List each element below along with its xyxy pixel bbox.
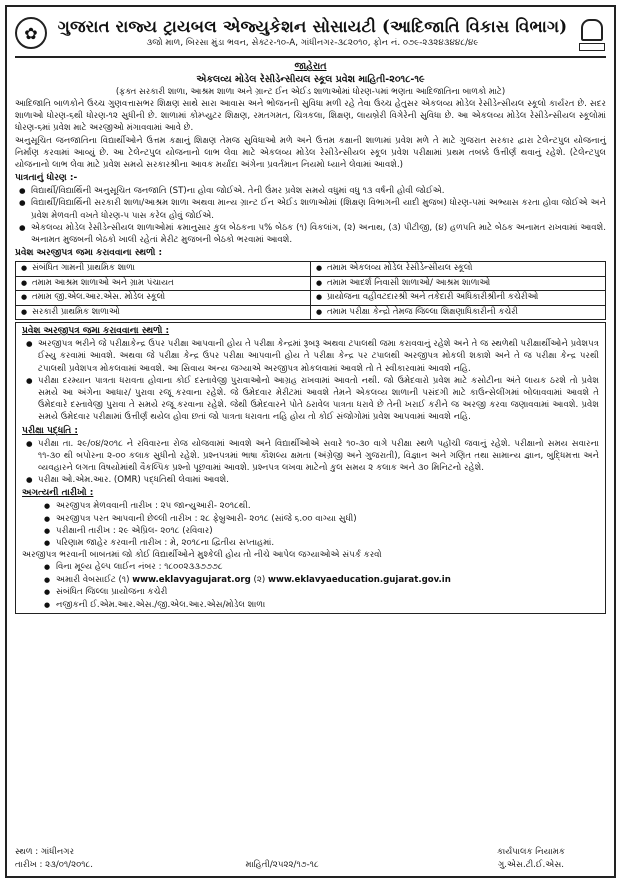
form-centers-table	[15, 261, 606, 320]
table-row	[16, 276, 606, 291]
dates-heading: અગત્યની તારીખો :	[22, 488, 94, 499]
footer-designation: કાર્યપાલક નિયામક	[497, 847, 565, 857]
national-emblem-icon	[578, 15, 606, 51]
header-divider	[15, 56, 606, 58]
submission-item: ● પરીક્ષા દરમ્યાન પાત્રતા ધરાવતા હોવાના કોઈ દસ્તાવેજી પુરાવાઓનો આગ્રહ રાખવામાં આવતો નથી. જો ઉમેદવારો પ્રવેશ માટે કસોટીના અંતે લાયક ઠરશે તો પ્રવેશ સમયે આ અંગેના આધાર/ પુરાવા રજૂ કરવાના રહેશે. જે ઉમેદવાર મેરીટમાં આવશે તેમને એકલવ્ય શાળાની પસંદગી માટે કાઉન્સેલીંગમાં બોલાવવામાં આવશે તે ઉમેદવારે દસ્તાવેજી પુરાવા તે સમયે રજૂ કરવાના રહેશે. જેથી ઉમેદવારને પોતે ઠરાવેલ પાત્રતા ધરાવે છે તેની ખરાઈ કરીને જ અરજી કરવા જણાવવામાં આવશે. પ્રવેશ સમયે ઉમેદવાર પરીક્ષામાં ઉત્તીર્ણ થયેલ હોવા છતાં જો પાત્રતા ધરાવતા નહિ હોય તો કોઈ સંજોગોમાં પ્રવેશ આપવામાં આવશે નહિ.	[38, 375, 599, 424]
eligibility-item: ● વિદ્યાર્થી/વિદ્યાર્થિની અનુસૂચિત જનજાતિ (ST)ના હોવા જોઈએ. તેની ઉંમર પ્રવેશ સમયે વધુમાં વધુ ૧૩ વર્ષની હોવી જોઈએ.	[31, 185, 606, 197]
website-prefix: અમારી વેબસાઈટ (૧)	[56, 574, 130, 585]
eligibility-item: ● વિદ્યાર્થી/વિદ્યાર્થિની સરકારી શાળા/આશ્રમ શાળા અથવા માન્ય ગ્રાન્ટ ઈન એઈડ શાળાઓમાં (શિક્ષણ વિભાગની યાદી મુજબ) ધોરણ-૫માં અભ્યાસ કરતા હોવા જોઈએ અને પ્રવેશ મેળવતી વખતે ધોરણ-૫ પાસ કરેલ હોવું જોઈએ.	[31, 197, 606, 221]
notice-label: જાહેરાત	[294, 61, 327, 72]
table-cell: ● તમામ જી.એલ.આર.એસ. મોડેલ સ્કૂલો	[16, 291, 311, 306]
office-item: ● સંબંધિત જિલ્લા પ્રાયોજના કચેરી	[56, 586, 599, 598]
footer	[15, 846, 606, 872]
table-cell: ● તમામ પરીક્ષા કેન્દ્રો તેમજ જિલ્લા શિક્ષણાધિકારીની કચેરી	[311, 305, 606, 320]
submission-list	[22, 338, 599, 423]
table-cell: ● સરકારી પ્રાથમિક શાળાઓ	[16, 305, 311, 320]
footer-date: તારીખ : ૨૩/૦૧/૨૦૧૮.	[15, 860, 93, 870]
tribal-society-logo-icon: ✿	[15, 17, 47, 49]
date-item: ● અરજીપત્ર મેળવવાની તારીખ : ૨૫ જાન્યુઆરી- ૨૦૧૮થી.	[56, 500, 599, 512]
form-centers-heading: પ્રવેશ અરજીપત્ર જમા કરાવવાના સ્થળો :	[15, 248, 163, 259]
date-item: ● પરીક્ષાની તારીખ : ૨૯ એપ્રિલ- ૨૦૧૮ (રવિવાર)	[56, 525, 599, 537]
submission-box	[15, 322, 606, 614]
website-item	[56, 574, 599, 586]
exam-list	[22, 438, 599, 487]
submission-item: ● અરજીપત્ર ભરીને જે પરીક્ષાકેન્દ્ર ઉપર પરીક્ષા આપવાની હોય તે પરીક્ષા કેન્દ્રમાં રૂબરૂ અથવા ટપાલથી જમા કરાવવાનું રહેશે અને તે જ સ્થળેથી પરીક્ષાર્થીઓને પ્રવેશપત્ર ઈસ્યુ કરવામાં આવશે. અથવા જે પરીક્ષા કેન્દ્ર ઉપર પરીક્ષા આપવાની હોય તે પરીક્ષા કેન્દ્ર પર ટપાલથી અરજીપત્ર મોકલી શકાશે અને તે જ પરીક્ષા કેન્દ્ર પરથી ટપાલથી પ્રવેશપત્ર મોકલવામાં આવશે. આ સિવાય અન્ય જગ્યાએ અરજીપત્ર મોકલવામાં આવશે તો તે સ્વીકારવામાં આવશે નહિ.	[38, 338, 599, 375]
date-item: ● પરિણામ જાહેર કરવાની તારીખ : મે, ૨૦૧૮ના દ્વિતીય સપ્તાહમાં.	[56, 537, 599, 549]
advertisement-page	[5, 5, 616, 878]
helpline-item: ● વિના મૂલ્ય હેલ્પ લાઈન નંબર : ૧૮૦૦૨૩૩૭૭૭૮	[56, 561, 599, 573]
org-address: ૩જો માળ, બિરસા મુંડા ભવન, સેક્ટર-૧૦-A, ગાંધીનગર-૩૮૨૦૧૦, ફોન નં. ૦૭૯-૨૩૨૪૩૪૪૮/૪૯	[146, 38, 479, 48]
date-item: ● અરજીપત્ર પરત આપવાની છેલ્લી તારીખ : ૨૮ ફેબ્રુઆરી- ૨૦૧૮ (સાંજે ૬.૦૦ વાગ્યા સુધી)	[56, 513, 599, 525]
table-row	[16, 305, 606, 320]
exam-item: ● પરીક્ષા તા. ૨૯/૦૪/૨૦૧૮ ને રવિવારના રોજ યોજવામાં આવશે અને વિદ્યાર્થીઓએ સવારે ૧૦-૩૦ વાગે પરીક્ષા સ્થળે પહોંચી જવાનું રહેશે. પરીક્ષાનો સમય સવારના ૧૧-૩૦ થી બપોરના ૨-૦૦ કલાક સુધીનો રહેશે. પ્રશ્નપત્રમાં ભાષા કૌશલ્ય ક્ષમતા (અંગ્રેજી અને ગુજરાતી), વિજ્ઞાન અને ગણિત તથા સામાન્ય જ્ઞાન, બુદ્ધિમત્તા અને વ્યવહારને લગતા વિષયોમાંથી વૈકલ્પિક પ્રશ્નો પૂછવામાં આવશે. પ્રશ્નપત્ર લખવા માટેનો કુલ સમય ૨ કલાક અને ૩૦ મિનિટનો રહેશે.	[38, 438, 599, 475]
footer-ref: માહિતી/૨૫૨૨/૧૭-૧૮	[245, 860, 319, 870]
table-cell: ● પ્રાયોજના વહીવટદારશ્રી અને તકેદારી અધિકારીશ્રીની કચેરીઓ	[311, 291, 606, 306]
notice-title: એકલવ્ય મોડેલ રેસીડેન્સીયલ સ્કૂલ પ્રવેશ માહિતી-૨૦૧૮-૧૯	[196, 74, 425, 85]
footer-org: ગુ.એસ.ટી.ઈ.એસ.	[497, 860, 565, 870]
website-link-1[interactable]: www.eklavyagujarat.org	[132, 574, 251, 585]
footer-place: સ્થળ : ગાંધીનગર	[15, 847, 75, 857]
header	[15, 11, 606, 55]
table-cell: ● તમામ આદર્શ નિવાસી શાળાઓ/ આશ્રમ શાળાઓ	[311, 276, 606, 291]
notice-subtitle: (ફક્ત સરકારી શાળા, આશ્રમ શાળા અને ગ્રાન્ટ ઈન એઈડ શાળાઓમાં ધોરણ-૫માં ભણતા આદિજાતિના બાળકો માટે)	[115, 87, 506, 97]
eligibility-list	[15, 185, 606, 246]
table-cell: ● તમામ એકલવ્ય મોડેલ રેસીડેન્સીયલ સ્કૂલો	[311, 262, 606, 277]
website-mid: (૨)	[253, 574, 266, 585]
eligibility-heading: પાત્રતાનું ધોરણ :-	[15, 173, 78, 184]
header-text	[47, 17, 578, 49]
contact-list	[22, 561, 599, 611]
contact-intro: અરજીપત્ર ભરવાની બાબતમાં જો કોઈ વિદ્યાર્થીઓને મુશ્કેલી હોય તો નીચે આપેલ જગ્યાઓએ સંપર્ક કરવો	[22, 550, 382, 561]
submission-heading: પ્રવેશ અરજીપત્ર જમા કરાવવાના સ્થળો :	[22, 326, 170, 337]
dates-list	[22, 500, 599, 549]
table-row	[16, 291, 606, 306]
school-item: ● નજીકની ઈ.એમ.આર.એસ./જી.એલ.આર.એસ/મોડેલ શાળા	[56, 599, 599, 611]
org-name: ગુજરાત રાજ્ય ટ્રાયબલ એજ્યુકેશન સોસાયટી (આદિજાતિ વિકાસ વિભાગ)	[57, 17, 568, 36]
intro-paragraph-1: આદિજાતિ બાળકોને ઉચ્ચ ગુણવત્તાસભર શિક્ષણ સાથે સારા આવાસ અને ભોજનની સુવિધા મળી રહે તેવા ઉચ્ચ હેતુસર એકલવ્ય મોડેલ રેસીડેન્સીયલ સ્કૂલો કાર્યરત છે. સદર શાળાઓ ધોરણ-૬થી ધોરણ-૧૨ સુધીની છે. શાળામાં કોમ્પ્યુટર શિક્ષણ, રમતગમત, ચિત્રકલા, શિક્ષણ, લાયબ્રેરી વિગેરેની સુવિધા છે. આ એકલવ્ય મોડેલ રેસીડેન્સીયલ સ્કૂલોમાં ધોરણ-૬માં પ્રવેશ માટે અરજીઓ મંગાવવામાં આવે છે.	[15, 99, 606, 134]
exam-heading: પરીક્ષા પદ્ધતિ :	[22, 425, 78, 436]
table-cell: ● તમામ આશ્રમ શાળાઓ અને ગ્રામ પંચાયત	[16, 276, 311, 291]
table-cell: ● સંબંધિત ગામની પ્રાથમિક શાળા	[16, 262, 311, 277]
intro-paragraph-2: અનુસૂચિત જનજાતિના વિદ્યાર્થીઓને ઉત્તમ કક્ષાનું શિક્ષણ તેમજ સુવિધાઓ મળે અને ઉત્તમ કક્ષાની શાળામાં પ્રવેશ મળે તે માટે ગુજરાત સરકાર દ્વારા ટેલેન્ટપુલ યોજનાનું નિર્માણ કરવામાં આવ્યું છે. આ ટેલેન્ટપુલ યોજનાનો લાભ લેવા માટે એકલવ્ય મોડેલ રેસીડેન્સીયલ સ્કૂલ પ્રવેશ પરીક્ષામાં પ્રથમ તબક્કે ઉત્તીર્ણ થવાનું રહેશે. (ટેલેન્ટપુલ યોજનાનો લાભ લેવા માટે પ્રવેશ સમયે સરકારશ્રીના આવક મર્યાદા અંગેના પ્રવર્તમાન નિયમો ધ્યાને લેવામાં આવશે.)	[15, 135, 606, 171]
eligibility-item: ● એકલવ્ય મોડેલ રેસીડેન્સીયલ શાળાઓમાં ક્રમાનુસાર કુલ બેઠકના ૫% બેઠક (૧) વિકલાંગ, (૨) અનાથ, (૩) પીટીજી, (૪) હળપતિ માટે બેઠક અનામત રાખવામાં આવશે. અનામત મુજબની બેઠકો ખાલી રહેતાં મેરીટ મુજબની બેઠકો ભરવામાં આવશે.	[31, 222, 606, 246]
table-row	[16, 262, 606, 277]
exam-item: ● પરીક્ષા ઓ.એમ.આર. (OMR) પદ્ધતિથી લેવામાં આવશે.	[38, 474, 599, 486]
website-link-2[interactable]: www.eklavyaeducation.gujarat.gov.in	[268, 574, 451, 585]
